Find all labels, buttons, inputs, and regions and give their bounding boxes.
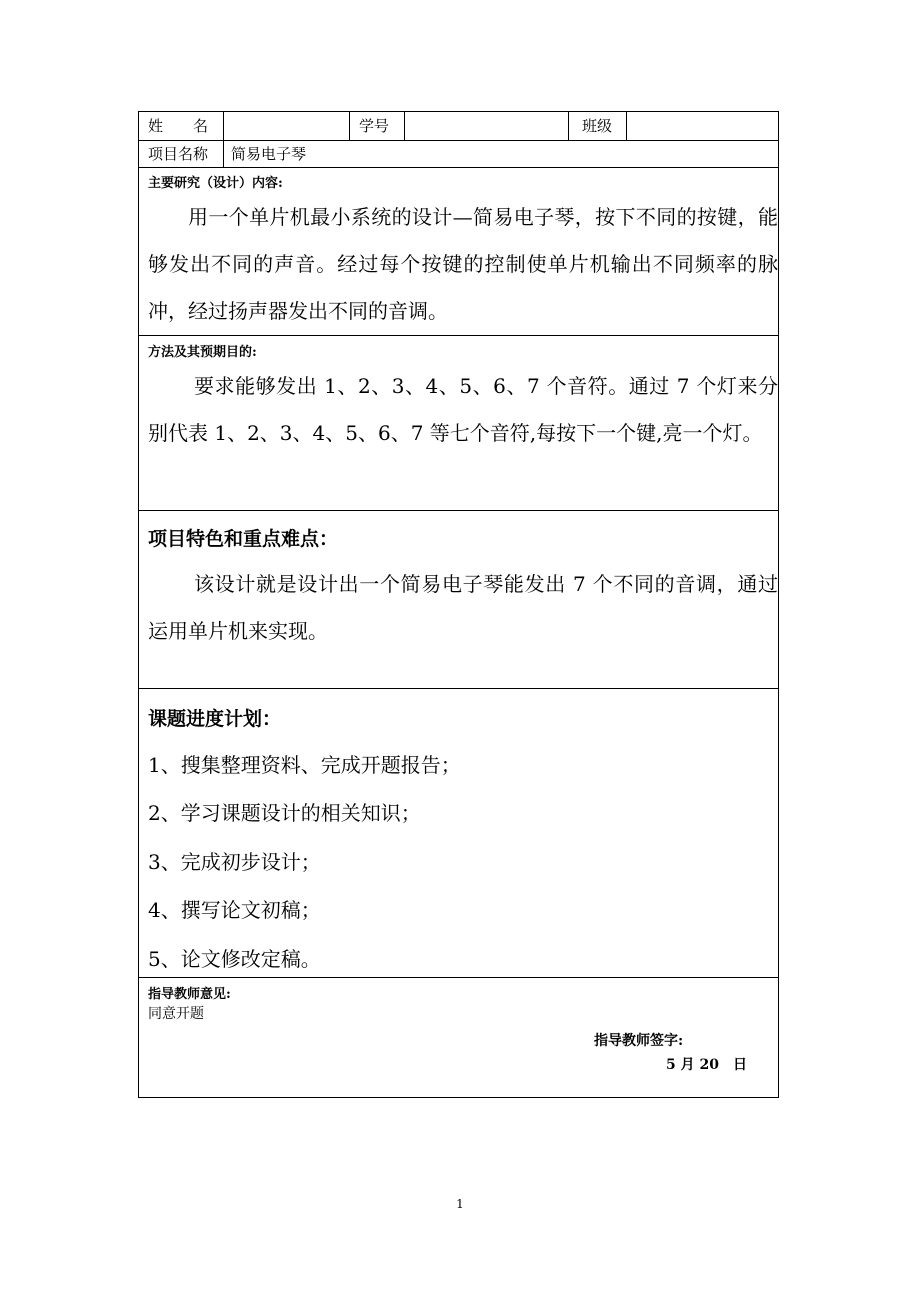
plan-section-title: 课题进度计划： <box>148 708 282 730</box>
method-section-body: 要求能够发出 1、2、3、4、5、6、7 个音符。通过 7 个灯来分别代表 1、2、3、4、5、6、7 等七个音符,每按下一个键,亮一个灯。 <box>148 374 778 445</box>
name-label: 姓 名 <box>148 117 209 135</box>
advisor-signature-label: 指导教师签字: <box>594 1033 684 1049</box>
research-section-title: 主要研究（设计）内容: <box>148 176 283 191</box>
row-divider <box>139 140 778 141</box>
research-section-body: 用一个单片机最小系统的设计—简易电子琴，按下不同的按键，能够发出不同的声音。经过每个按键的控制使单片机输出不同频率的脉冲，经过扬声器发出不同的音调。 <box>148 205 778 323</box>
column-divider <box>626 112 627 140</box>
advisor-opinion: 同意开题 <box>148 1006 204 1022</box>
method-section-title: 方法及其预期目的: <box>148 345 257 360</box>
class-label: 班级 <box>582 117 613 135</box>
plan-item: 4、撰写论文初稿； <box>148 898 321 922</box>
student-id-label: 学号 <box>359 117 390 135</box>
row-divider <box>139 510 778 511</box>
plan-item: 3、完成初步设计； <box>148 850 321 874</box>
row-divider <box>139 688 778 689</box>
project-name-value: 简易电子琴 <box>231 145 307 163</box>
column-divider <box>349 112 350 140</box>
page-number: 1 <box>456 1197 464 1211</box>
project-label: 项目名称 <box>148 145 209 163</box>
plan-item: 5、论文修改定稿。 <box>148 947 321 971</box>
advisor-section-title: 指导教师意见: <box>148 987 231 1002</box>
advisor-sign-date: 5 月 20 日 <box>666 1057 747 1073</box>
row-divider <box>139 167 778 168</box>
plan-item: 1、搜集整理资料、完成开题报告； <box>148 753 461 777</box>
plan-item: 2、学习课题设计的相关知识； <box>148 801 421 825</box>
column-divider <box>223 112 224 167</box>
features-section-body: 该设计就是设计出一个简易电子琴能发出 7 个不同的音调，通过运用单片机来实现。 <box>148 572 778 643</box>
column-divider <box>568 112 569 140</box>
row-divider <box>139 977 778 978</box>
column-divider <box>404 112 405 140</box>
proposal-form-table <box>138 111 779 1098</box>
features-section-title: 项目特色和重点难点： <box>148 528 339 550</box>
row-divider <box>139 335 778 336</box>
